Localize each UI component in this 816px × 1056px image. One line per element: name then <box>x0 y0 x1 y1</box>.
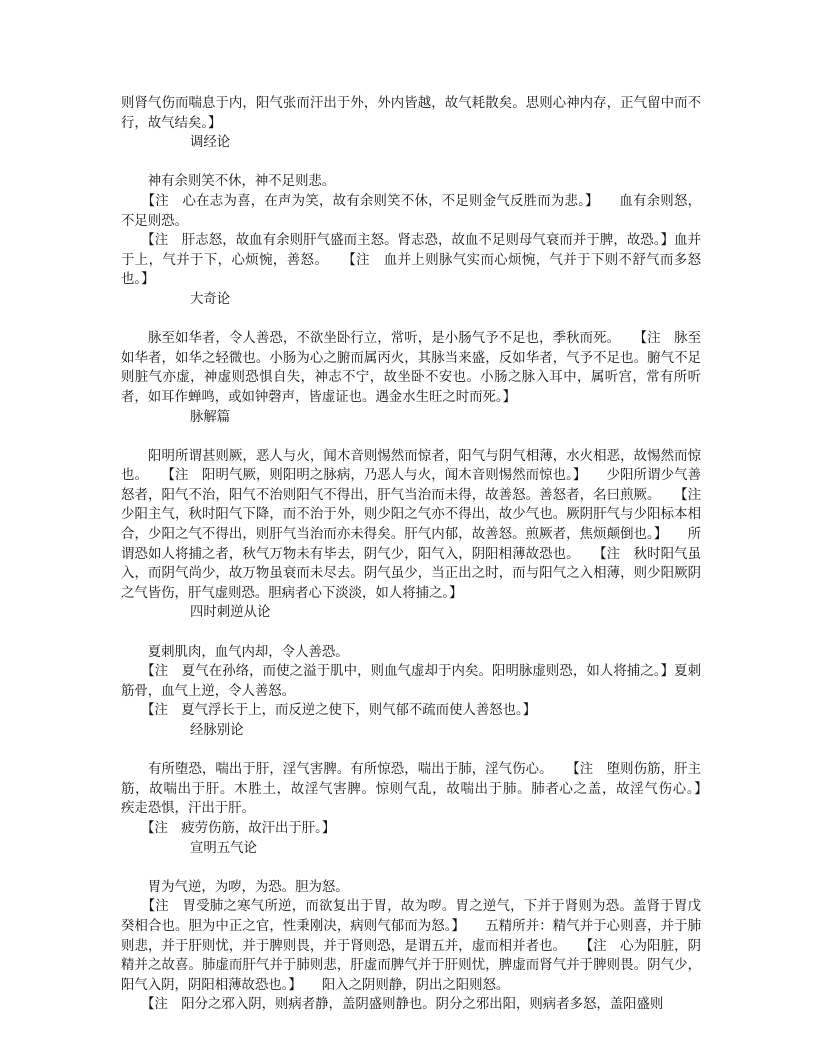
section-heading: 经脉别论 <box>190 723 244 738</box>
paragraph-gap <box>121 310 701 330</box>
body-paragraph: 【注 夏气浮长于上，而反逆之使下，则气郁不疏而使人善怒也。】 <box>121 703 537 719</box>
body-paragraph: 【注 阳分之邪入阴，则病者静，盖阴盛则静也。阴分之邪出阳，则病者多怒，盖阳盛则 <box>121 997 664 1013</box>
body-paragraph: 有所堕恐，喘出于肝，淫气害脾。有所惊恐，喘出于肺，淫气伤心。 【注 堕则伤筋，肝主筋，故喘出于肝。木胜土，故淫气害脾。惊则气乱，故喘出于肺。肺者心之盖，故淫气伤心。】 疾走恐惧，汗出于肝。 <box>121 762 728 817</box>
section-heading: 四时刺逆从论 <box>190 605 271 621</box>
document-page <box>121 94 728 1015</box>
section-heading: 大奇论 <box>190 291 231 307</box>
body-paragraph: 【注 夏气在孙络，而使之溢于肌中，则血气虚却于内矣。阳明脉虚则恐，如人将捕之。】夏刺筋骨，血气上逆，令人善怒。 <box>121 664 701 699</box>
paragraph-gap <box>121 858 701 878</box>
section-heading: 调经论 <box>190 135 231 151</box>
body-paragraph: 【注 心在志为喜，在声为笑，故有余则笑不休，不足则金气反胜而为悲。】 血有余则怒，不足则恐。 <box>121 193 701 229</box>
paragraph-gap <box>121 623 701 643</box>
body-paragraph: 夏刺肌肉，血气内却，令人善恐。 <box>121 644 349 660</box>
paragraph-gap <box>121 741 701 761</box>
section-heading: 宣明五气论 <box>190 840 257 856</box>
body-paragraph: 脉至如华者，令人善恐，不欲坐卧行立，常听，是小肠气予不足也，季秋而死。 【注 脉至如华者，如华之轻微也。小肠为心之腑而属丙火，其脉当来盛，反如华者，气予不足也。腑气不足则脏气亦虚，神虚则恐惧自失，神志不宁，故坐卧不安也。小肠之脉入耳中，属听宫，常有所听者，如耳作蝉鸣，或如钟磬声，皆虚证也。遇金水生旺之时而死。】 <box>121 331 701 405</box>
body-paragraph: 【注 肝志怒，故血有余则肝气盛而主怒。肾志恐，故血不足则母气衰而并于脾，故恐。】血并于上，气并于下，心烦惋，善怒。 【注 血并上则脉气实而心烦惋，气并于下则不舒气而多怒也。】 <box>121 233 701 288</box>
paragraph-gap <box>121 153 701 173</box>
section-heading: 脉解篇 <box>190 409 231 425</box>
body-paragraph: 阳明所谓甚则厥，恶人与火，闻木音则惕然而惊者，阳气与阴气相薄，水火相恶，故惕然而惊也。 【注 阳明气厥，则阳明之脉病，乃恶人与火，闻木音则惕然而惊也。】 少阳所谓少气善怒者，阳气不治，阳气不治则阳气不得出，肝气当治而未得，故善怒。善怒者，名曰煎厥。 【注 少阳主气，秋时阳气下降，而不治于外，则少阳之气亦不得出，故少气也。厥阴肝气与少阳标本相合，少阳之气不得出，则肝气当治而亦未得矣。肝气内郁，故善怒。煎厥者，焦烦颠倒也。】 所谓恐如人将捕之者，秋气万物未有毕去，阴气少，阳气入，阴阳相薄故恐也。 【注 秋时阳气虽入，而阴气尚少，故万物虽衰而未尽去。阴气虽少，当正出之时，而与阳气之入相薄，则少阳厥阴之气皆伤，肝气虚则恐。胆病者心下淡淡，如人将捕之。】 <box>121 448 715 601</box>
body-paragraph: 【注 疲劳伤筋，故汗出于肝。】 <box>121 820 336 836</box>
body-paragraph: 【注 胃受肺之寒气所逆，而欲复出于胃，故为哕。胃之逆气，下并于肾则为恐。盖肾于胃戊癸相合也。胆为中正之官，性秉刚决，病则气郁而为怒。】 五精所并：精气并于心则喜，并于肺则悲，并于肝则忧，并于脾则畏，并于肾则恐，是谓五并，虚而相并者也。 【注 心为阳脏，阴精并之故喜。肺虚而肝气并于肺则悲，肝虚而脾气并于肝则忧，脾虚而肾气并于脾则畏。阴气少，阳气入阴，阴阳相薄故恐也。】 阳入之阴则静，阴出之阳则怒。 <box>121 899 701 993</box>
body-paragraph: 神有余则笑不休，神不足则悲。 <box>121 174 336 190</box>
body-paragraph: 则肾气伤而喘息于内，阳气张而汗出于外，外内皆越，故气耗散矣。思则心神内存，正气留中而不行，故气结矣。】 <box>121 96 701 131</box>
paragraph-gap <box>121 427 701 447</box>
body-paragraph: 胃为气逆，为哕，为恐。胆为怒。 <box>121 879 349 895</box>
